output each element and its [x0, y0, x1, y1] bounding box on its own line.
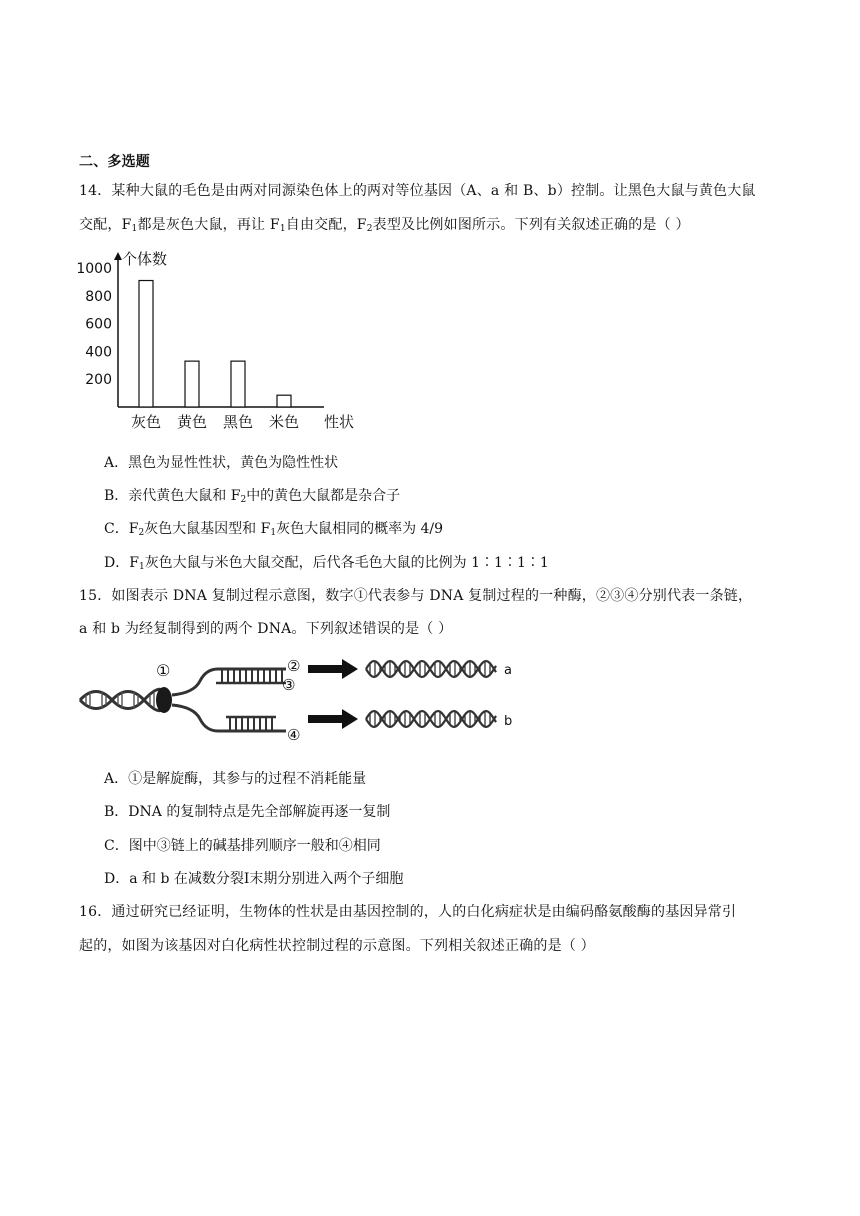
option-text: C．F	[104, 521, 139, 537]
dna-replication-diagram	[76, 655, 526, 750]
q14-option-c	[104, 518, 443, 538]
q16-stem-line2: 起的，如图为该基因对白化病性状控制过程的示意图。下列相关叙述正确的是（ ）	[79, 938, 595, 954]
section-title: 二、多选题	[79, 154, 150, 170]
q14-stem-line1: 14．某种大鼠的毛色是由两对同源染色体上的两对等位基因（A、a 和 B、b）控制。让黑色大鼠与黄色大鼠	[79, 183, 756, 199]
subscript: 2	[138, 528, 145, 538]
daughter-helix-a	[366, 661, 496, 677]
arrow-icon	[308, 659, 358, 729]
option-text: 中的黄色大鼠都是杂合子	[246, 488, 401, 504]
label-a: a	[504, 663, 512, 678]
bar-3	[231, 361, 245, 407]
y-tick-label: 800	[85, 288, 112, 305]
q15-option-b: B．DNA 的复制特点是先全部解旋再逐一复制	[104, 804, 391, 820]
q14-option-b	[104, 485, 400, 505]
subscript: 2	[366, 224, 373, 234]
x-tick-label: 米色	[268, 413, 300, 431]
subscript: 1	[270, 528, 277, 538]
upper-fork-rungs	[222, 669, 282, 683]
subscript: 2	[240, 495, 247, 505]
x-tick-label: 黑色	[222, 413, 254, 431]
q14-option-a: A．黑色为显性性状，黄色为隐性性状	[104, 455, 339, 471]
q15-option-a: A．①是解旋酶，其参与的过程不消耗能量	[104, 771, 367, 787]
x-tick-label: 灰色	[130, 413, 162, 431]
bar-4	[277, 395, 291, 407]
label-4: ④	[287, 726, 301, 744]
y-axis-arrow-icon	[114, 252, 122, 260]
q15-stem-line2: a 和 b 为经复制得到的两个 DNA。下列叙述错误的是（ ）	[79, 621, 453, 637]
label-b: b	[504, 714, 513, 729]
label-3: ③	[282, 676, 296, 694]
x-axis-label: 性状	[324, 413, 355, 431]
lower-fork-rungs	[230, 717, 272, 731]
daughter-helix-b	[366, 711, 496, 727]
q14-text: 表型及比例如图所示。下列有关叙述正确的是（ ）	[372, 217, 690, 233]
option-text: B．亲代黄色大鼠和 F	[104, 488, 241, 504]
subscript: 1	[138, 562, 145, 572]
label-2: ②	[287, 657, 301, 675]
option-text: 灰色大鼠基因型和 F	[144, 521, 271, 537]
bar-1	[139, 281, 153, 407]
q15-option-c: C．图中③链上的碱基排列顺序一般和④相同	[104, 838, 381, 854]
q14-text: 自由交配，F	[285, 217, 367, 233]
q14-stem-line2	[79, 214, 800, 234]
q14-text: 交配，F	[79, 217, 132, 233]
q16-stem-line1: 16．通过研究已经证明，生物体的性状是由基因控制的，人的白化病症状是由编码酪氨酸酶的基因异常引	[79, 904, 737, 920]
q15-option-d: D．a 和 b 在减数分裂Ⅰ末期分别进入两个子细胞	[104, 871, 404, 887]
helicase-enzyme	[156, 687, 172, 713]
bar-2	[185, 361, 199, 407]
subscript: 1	[279, 224, 286, 234]
q15-stem-line1: 15．如图表示 DNA 复制过程示意图，数字①代表参与 DNA 复制过程的一种酶，②③④分别代表一条链，	[79, 588, 753, 604]
y-tick-label: 400	[85, 344, 112, 361]
x-tick-label: 黄色	[176, 413, 208, 431]
option-text: 灰色大鼠相同的概率为 4/9	[276, 521, 444, 537]
q14-option-d	[104, 552, 549, 572]
subscript: 1	[131, 224, 138, 234]
option-text: 灰色大鼠与米色大鼠交配，后代各毛色大鼠的比例为 1∶1∶1∶1	[144, 555, 549, 571]
bar-chart	[74, 244, 355, 434]
label-1: ①	[156, 661, 171, 680]
option-text: D．F	[104, 555, 139, 571]
y-axis-label: 个体数	[122, 250, 168, 268]
y-tick-label: 1000	[76, 261, 112, 277]
q14-text: 都是灰色大鼠，再让 F	[137, 217, 280, 233]
y-tick-label: 600	[85, 316, 112, 333]
y-tick-label: 200	[85, 372, 112, 389]
